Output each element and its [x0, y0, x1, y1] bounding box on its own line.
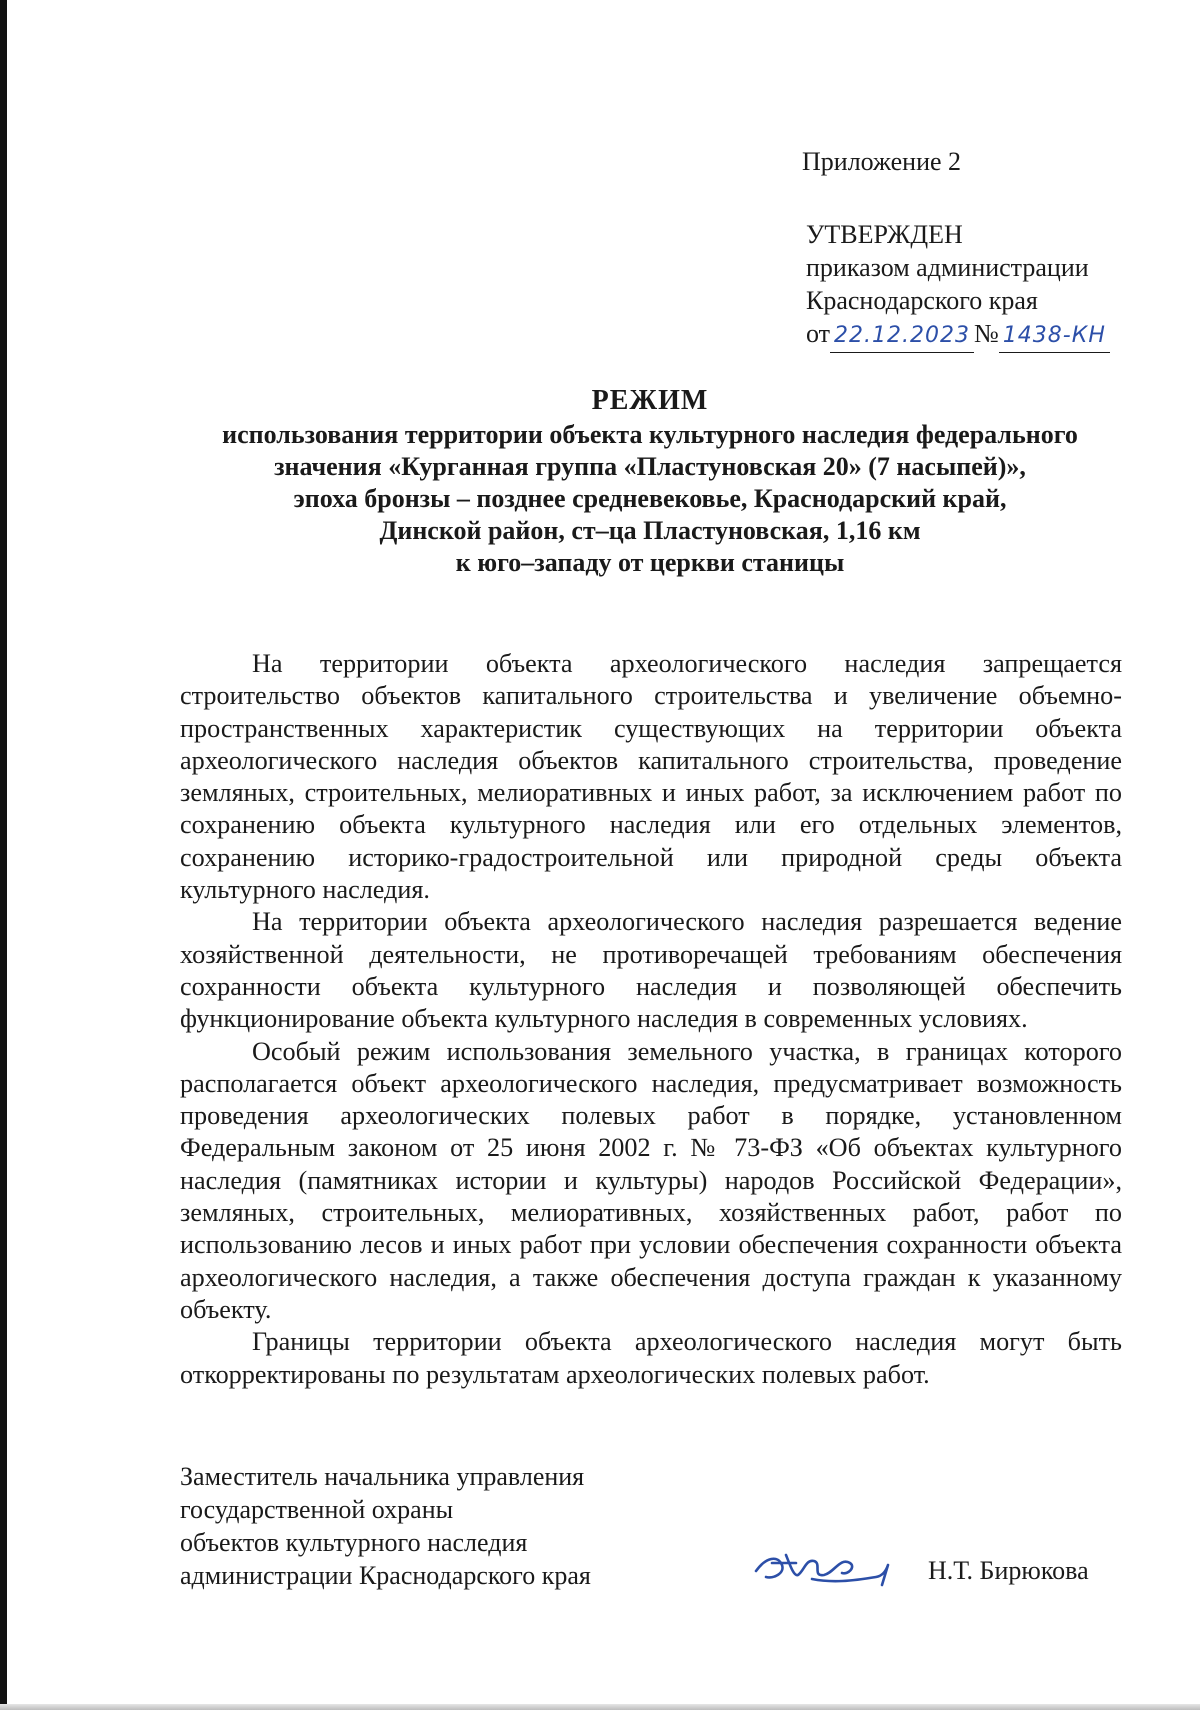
approved-by-line-1: приказом администрации: [806, 253, 1089, 282]
signatory-position: [180, 1460, 591, 1592]
scan-bottom-edge: [0, 1704, 1200, 1710]
position-line-3: объектов культурного наследия: [180, 1528, 528, 1557]
title-main: РЕЖИМ: [591, 385, 709, 416]
date-prefix: от: [806, 319, 831, 348]
paragraph: Границы территории объекта археологического наследия могут быть откорректированы по результатам археологических полевых работ.: [180, 1327, 1122, 1389]
paragraph: На территории объекта археологического наследия разрешается ведение хозяйственной деятельности, не противоречащей требованиям обеспечения сохранности объекта культурного наследия и позволяющей обеспечить функционирование объекта культурного наследия в современных условиях.: [180, 907, 1122, 1034]
paragraph: Особый режим использования земельного участка, в границах которого располагается объект археологического наследия, предусматривает возможность проведения археологических полевых работ в порядке, установленном Федеральным законом от 25 июня 2002 г. № 73-ФЗ «Об объектах культурного наследия (памятниках истории и культуры) народов Российской Федерации», земляных, строительных, мелиоративных, хозяйственных работ, работ по использованию лесов и иных работ при условии обеспечения сохранности объекта археологического наследия, а также обеспечения доступа граждан к указанному объекту.: [180, 1036, 1122, 1324]
document-title: [180, 383, 1120, 579]
position-line-1: Заместитель начальника управления: [180, 1462, 585, 1491]
position-line-4: администрации Краснодарского края: [180, 1561, 591, 1590]
title-line-4: Динской район, ст–ца Пластуновская, 1,16 км: [379, 516, 921, 545]
approved-label: УТВЕРЖДЕН: [806, 220, 963, 249]
order-number: 1438-КН: [999, 319, 1110, 353]
title-line-5: к юго–западу от церкви станицы: [455, 548, 845, 577]
order-date-number: [806, 317, 1110, 353]
number-prefix: №: [974, 319, 999, 348]
title-line-2: значения «Курганная группа «Пластуновская 20» (7 насыпей)»,: [274, 452, 1026, 481]
order-date: 22.12.2023: [830, 319, 974, 353]
title-line-3: эпоха бронзы – позднее средневековье, Краснодарский край,: [293, 484, 1007, 513]
paragraph: На территории объекта археологического наследия запрещается строительство объектов капитального строительства и увеличение объемно-пространственных характеристик существующих на территории объекта археологического наследия объектов капитального строительства, проведение земляных, строительных, мелиоративных и иных работ, за исключением работ по сохранению объекта культурного наследия или его отдельных элементов, сохранению историко-градостроительной или природной среды объекта культурного наследия.: [180, 649, 1122, 905]
handwritten-signature: [752, 1541, 904, 1591]
approval-block: [806, 218, 1110, 353]
title-line-1: использования территории объекта культурного наследия федерального: [222, 420, 1078, 449]
position-line-2: государственной охраны: [180, 1495, 454, 1524]
approved-by-line-2: Краснодарского края: [806, 286, 1038, 315]
scan-edge: [0, 0, 7, 1710]
body-text: [180, 648, 1122, 1391]
appendix-label: Приложение 2: [802, 147, 962, 176]
signatory-name: Н.Т. Бирюкова: [928, 1556, 1089, 1585]
